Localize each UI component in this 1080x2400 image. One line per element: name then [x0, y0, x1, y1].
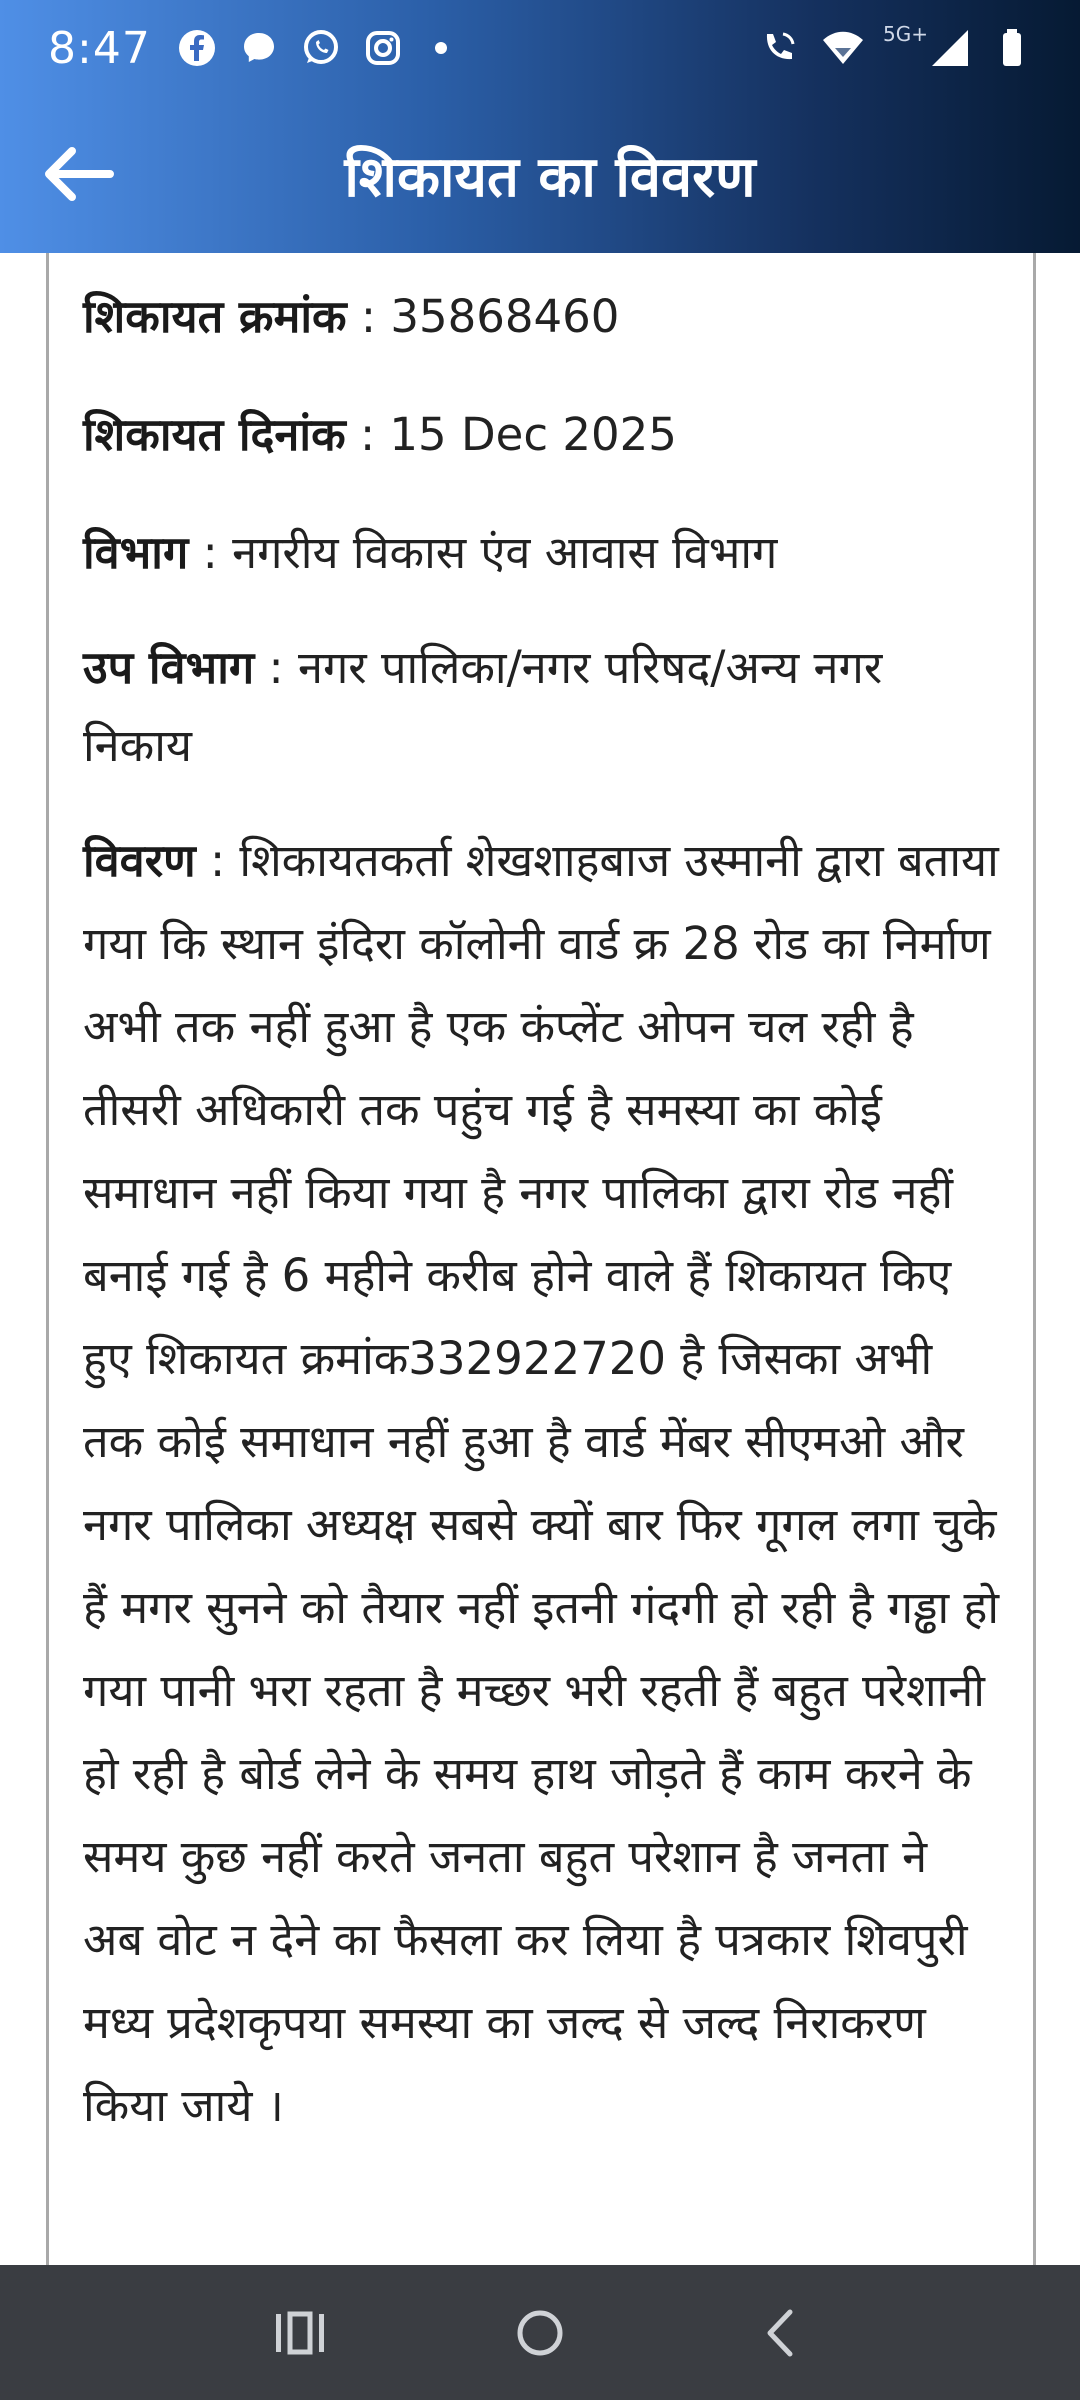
signal-icon: [930, 28, 970, 68]
wifi-calling-icon: [759, 28, 799, 68]
notification-icons: [177, 28, 447, 68]
home-button[interactable]: [495, 2288, 585, 2378]
description-label: विवरण: [83, 834, 196, 887]
status-bar: [0, 0, 1080, 96]
complaint-date-label: शिकायत दिनांक: [83, 408, 346, 461]
subdepartment-value: नगर पालिका/नगर परिषद/अन्य नगर निकाय: [83, 641, 883, 772]
subdepartment-field: [83, 629, 1001, 785]
page-title: शिकायत का विवरण: [344, 144, 756, 210]
department-field: [83, 511, 1001, 595]
department-label: विभाग: [83, 526, 189, 579]
field-separator: :: [345, 408, 390, 461]
more-notifications-dot: [435, 42, 447, 54]
complaint-number-value: 35868460: [390, 290, 620, 343]
description-value: शिकायतकर्ता शेखशाहबाज उस्मानी द्वारा बताया गया कि स्थान इंदिरा कॉलोनी वार्ड क्र 28 रोड का निर्माण अभी तक नहीं हुआ है एक कंप्लेंट ओपन चल रही है तीसरी अधिकारी तक पहुंच गई है समस्या का कोई समाधान नहीं किया गया है नगर पालिका द्वारा रोड नहीं बनाई गई है 6 महीने करीब होने वाले हैं शिकायत किए हुए शिकायत क्रमांक332922720 है जिसका अभी तक कोई समाधान नहीं हुआ है वार्ड मेंबर सीएमओ और नगर पालिका अध्यक्ष सबसे क्यों बार फिर गूगल लगा चुके हैं मगर सुनने को तैयार नहीं इतनी गंदगी हो रही है गड्ढा हो गया पानी भरा रहता है मच्छर भरी रहती हैं बहुत परेशानी हो रही है बोर्ड लेने के समय हाथ जोड़ते हैं काम करने के समय कुछ नहीं करते जनता बहुत परेशान है जनता ने अब वोट न देने का फैसला कर लिया है पत्रकार शिवपुरी मध्य प्रदेशकृपया समस्या का जल्द से जल्द निराकरण किया जाये ।: [83, 834, 1000, 2132]
field-separator: :: [188, 526, 233, 579]
wifi-icon: [821, 28, 861, 68]
battery-icon: [992, 28, 1032, 68]
nav-back-button[interactable]: [735, 2288, 825, 2378]
complaint-number-field: [83, 275, 1001, 359]
field-separator: :: [346, 290, 391, 343]
system-navigation-bar: [0, 2265, 1080, 2400]
subdepartment-label: उप विभाग: [83, 641, 255, 694]
back-button[interactable]: [38, 134, 118, 214]
top-header: [0, 0, 1080, 253]
app-bar: [0, 96, 1080, 253]
complaint-date-value: 15 Dec 2025: [389, 408, 677, 461]
field-separator: :: [254, 641, 298, 694]
back-chevron-icon: [760, 2308, 800, 2358]
instagram-icon: [363, 28, 403, 68]
department-value: नगरीय विकास एंव आवास विभाग: [232, 526, 778, 579]
complaint-number-label: शिकायत क्रमांक: [83, 290, 347, 343]
field-separator: :: [195, 834, 240, 887]
complaint-date-field: [83, 393, 1001, 477]
complaint-details: [46, 253, 1036, 2265]
recent-apps-button[interactable]: [255, 2288, 345, 2378]
whatsapp-icon: [301, 28, 341, 68]
system-status-icons: [759, 22, 1032, 68]
network-type-label: 5G+: [883, 22, 928, 46]
description-field: [83, 819, 1001, 2147]
status-time: 8:47: [48, 22, 151, 74]
messenger-icon: [239, 28, 279, 68]
recent-apps-icon: [274, 2311, 326, 2355]
facebook-icon: [177, 28, 217, 68]
arrow-left-icon: [40, 144, 116, 204]
home-icon: [515, 2308, 565, 2358]
